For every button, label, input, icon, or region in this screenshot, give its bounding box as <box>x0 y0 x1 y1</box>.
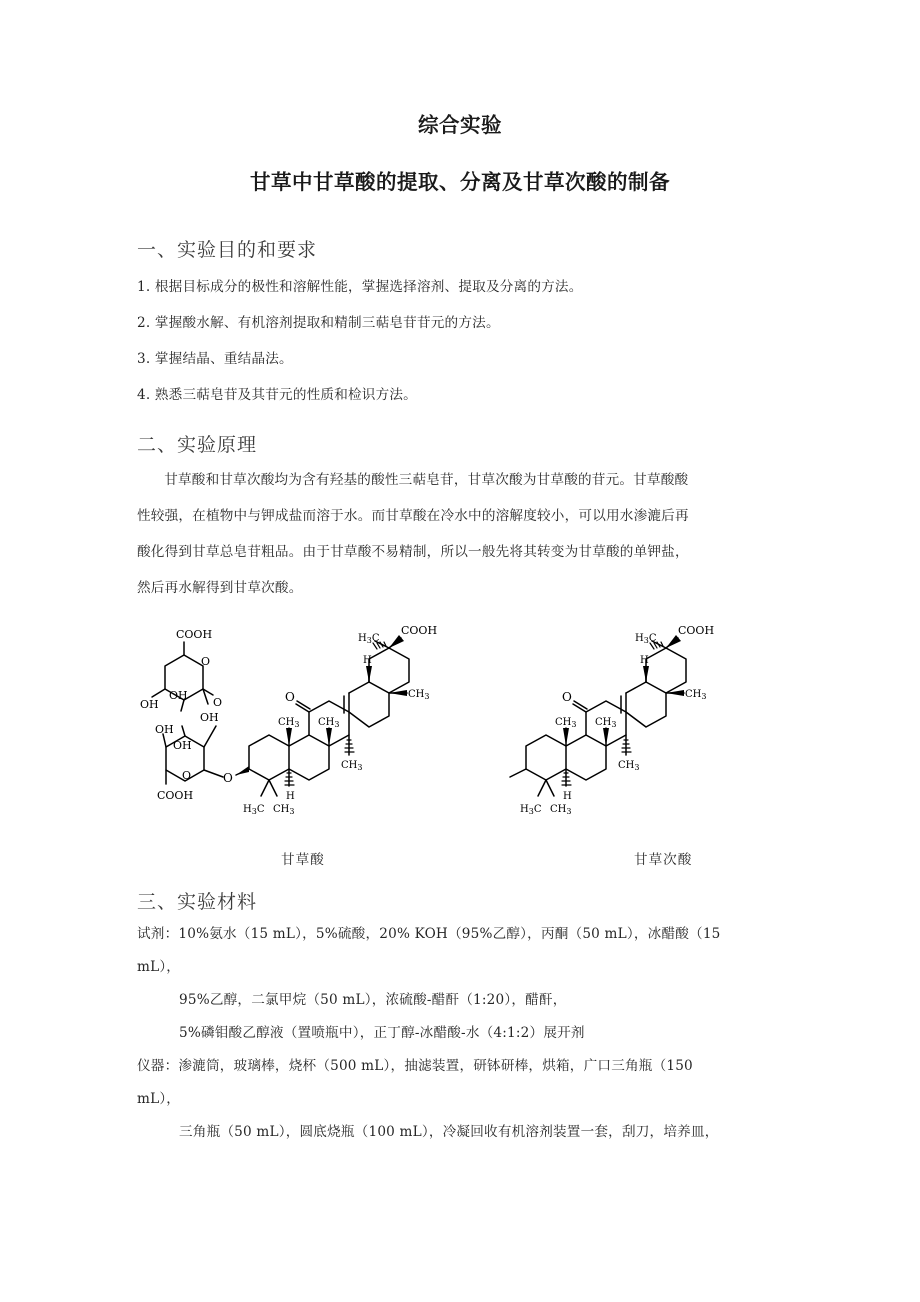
paragraph-line: 甘草酸和甘草次酸均为含有羟基的酸性三萜皂苷，甘草次酸为甘草酸的苷元。甘草酸酸 <box>164 471 689 488</box>
list-item: 3. 掌握结晶、重结晶法。 <box>137 350 293 367</box>
oh-label-5: OH <box>173 738 192 752</box>
list-item: 1. 根据目标成分的极性和溶解性能，掌握选择溶剂、提取及分离的方法。 <box>137 278 583 295</box>
h3c-label-c20-left: $H_3C$ <box>358 632 380 645</box>
ch3-label-c8: $CH_3$ <box>318 716 340 729</box>
oh-label-3: OH <box>200 710 219 724</box>
cooh-label-upper: COOH <box>176 627 213 641</box>
ch3-label-right-a: $CH_3$ <box>550 803 572 816</box>
right-triterpene-ring-d <box>626 666 684 727</box>
reagents-line: mL）， <box>137 959 181 976</box>
instruments-line: mL）， <box>137 1091 181 1108</box>
right-triterpene-ring-b <box>566 728 606 786</box>
reagents-line: 5%磷钼酸乙醇液（置喷瓶中），正丁醇-冰醋酸-水（4:1:2）展开剂 <box>179 1025 585 1042</box>
section-heading-principle: 二、实验原理 <box>137 433 258 456</box>
right-h-label-c9: H <box>640 654 649 666</box>
triterpene-ring-a <box>236 735 289 796</box>
list-item: 2. 掌握酸水解、有机溶剂提取和精制三萜皂苷苷元的方法。 <box>137 314 500 331</box>
cooh-label-aglycone-right: COOH <box>678 623 715 637</box>
h-label-c5: H <box>286 790 295 802</box>
ch3-label-a: $CH_3$ <box>273 803 295 816</box>
page-title: 综合实验 <box>418 113 502 137</box>
structures-svg <box>137 616 783 844</box>
h3c-label-left-a: $H_3C$ <box>243 803 265 816</box>
right-h-label-c5: H <box>563 790 572 802</box>
ch3-label-c14: $CH_3$ <box>341 759 363 772</box>
h-label-c9: H <box>363 654 372 666</box>
caption-glycyrrhetinic-acid: 甘草次酸 <box>634 851 693 868</box>
ring-oxygen-upper: O <box>201 654 211 668</box>
page-content <box>137 0 783 1149</box>
caption-glycyrrhizic-acid: 甘草酸 <box>281 851 325 868</box>
right-ch3-label-c14: $CH_3$ <box>618 759 640 772</box>
chemical-structures-figure <box>137 616 783 844</box>
materials-block <box>137 918 783 1149</box>
right-ch3-label-c10: $CH_3$ <box>555 716 577 729</box>
oh-label-1: OH <box>140 697 159 711</box>
glycosidic-oxygen: O <box>213 695 223 709</box>
triterpene-ring-b <box>289 728 329 786</box>
right-ch3-label-c17: $CH_3$ <box>685 688 707 701</box>
cooh-label-lower: COOH <box>157 788 194 802</box>
oh-label-2: OH <box>169 688 188 702</box>
ketone-oxygen-left: O <box>285 689 295 704</box>
right-ch3-label-c8: $CH_3$ <box>595 716 617 729</box>
reagents-line: 95%乙醇，二氯甲烷（50 mL），浓硫酸-醋酐（1:20），醋酐， <box>179 992 567 1009</box>
paragraph-line: 酸化得到甘草总皂苷粗品。由于甘草酸不易精制，所以一般先将其转变为甘草酸的单钾盐， <box>137 543 689 560</box>
page-subtitle: 甘草中甘草酸的提取、分离及甘草次酸的制备 <box>250 169 670 194</box>
principle-paragraph <box>137 462 783 606</box>
right-c8-methyl-wedge <box>603 728 609 746</box>
cooh-label-aglycone-left: COOH <box>401 623 438 637</box>
section-heading-objectives: 一、实验目的和要求 <box>137 239 318 262</box>
aglycone-link-oxygen: O <box>223 770 233 785</box>
section-heading-materials: 三、实验材料 <box>137 890 258 913</box>
list-item: 4. 熟悉三萜皂苷及其苷元的性质和检识方法。 <box>137 386 417 403</box>
ch3-label-c10: $CH_3$ <box>278 716 300 729</box>
ring-oxygen-lower: O <box>182 768 192 782</box>
paragraph-line: 性较强，在植物中与钾成盐而溶于水。而甘草酸在冷水中的溶解度较小，可以用水渗漉后再 <box>137 507 689 524</box>
instruments-line: 仪器：渗漉筒，玻璃棒，烧杯（500 mL），抽滤装置，研钵研棒，烘箱，广口三角瓶（150 <box>137 1058 693 1075</box>
ketone-oxygen-right: O <box>562 689 572 704</box>
reagents-line: 试剂：10%氨水（15 mL），5%硫酸，20% KOH（95%乙醇），丙酮（50 mL），冰醋酸（15 <box>137 926 721 943</box>
paragraph-line: 然后再水解得到甘草次酸。 <box>137 579 303 596</box>
h3c-label-right-a: $H_3C$ <box>520 803 542 816</box>
oh-label-4: OH <box>155 722 174 736</box>
ch3-label-c17: $CH_3$ <box>408 688 430 701</box>
c3-wedge <box>236 766 249 775</box>
c10-methyl-wedge <box>286 728 292 746</box>
right-triterpene-ring-a <box>510 735 566 796</box>
h3c-label-c20-right: $H_3C$ <box>635 632 657 645</box>
right-c10-methyl-wedge <box>563 728 569 746</box>
c8-methyl-wedge <box>326 728 332 746</box>
triterpene-ring-d <box>349 666 407 727</box>
figure-captions <box>137 848 783 874</box>
instruments-line: 三角瓶（50 mL），圆底烧瓶（100 mL），冷凝回收有机溶剂装置一套，刮刀，培养皿， <box>179 1124 719 1141</box>
objectives-list <box>137 269 783 413</box>
